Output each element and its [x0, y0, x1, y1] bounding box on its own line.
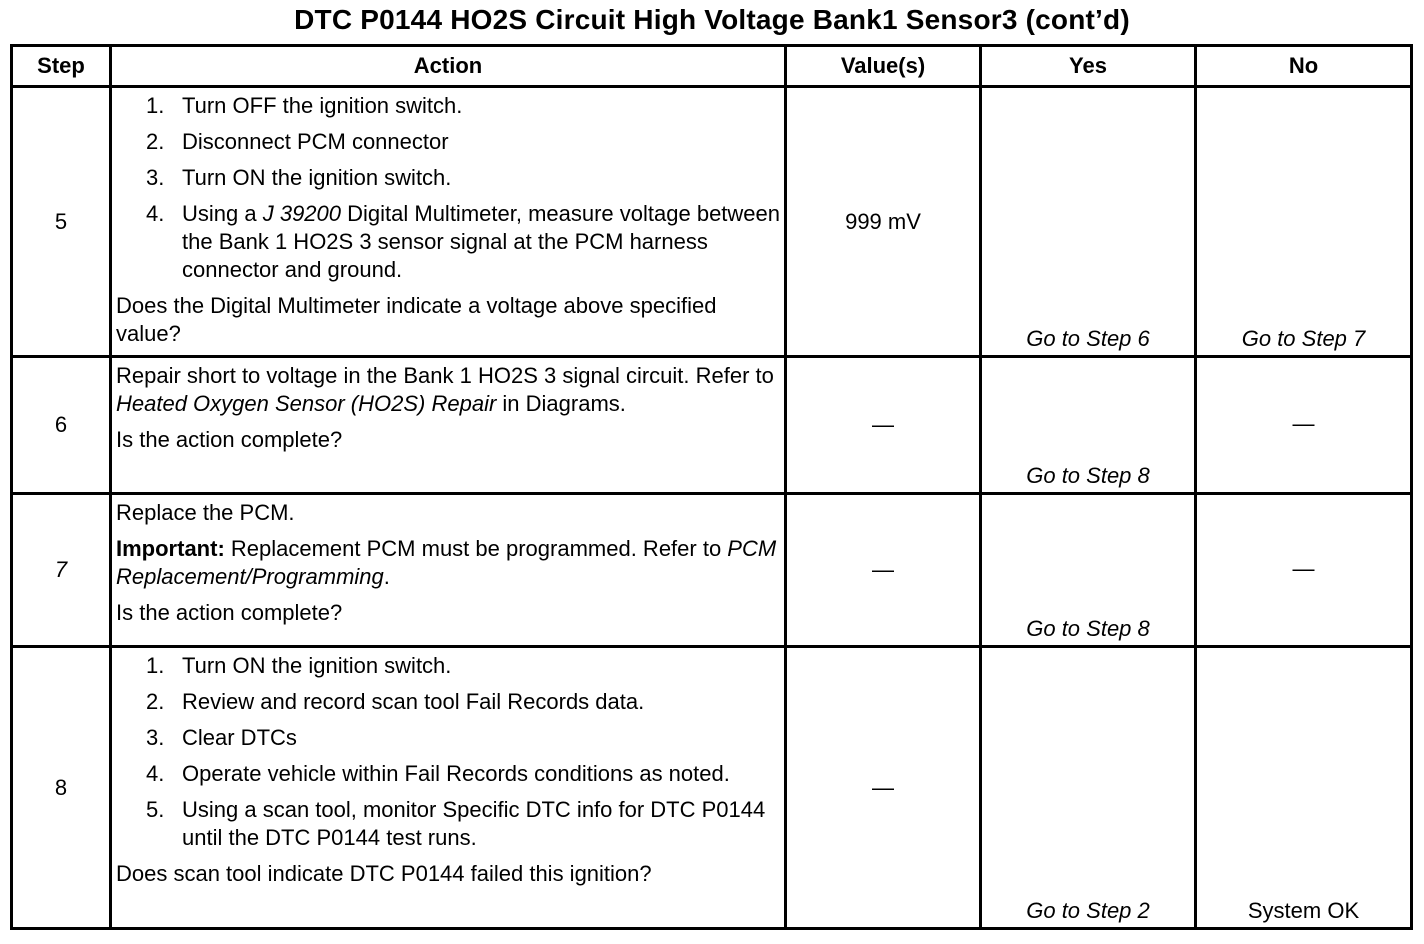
header-row [12, 46, 1412, 87]
list-item: 5. Using a scan tool, monitor Specific DTC info for DTC P0144 until the DTC P0144 test runs. [146, 797, 766, 850]
action-cell [111, 494, 786, 647]
action-steps [116, 652, 780, 852]
header-yes: Yes [981, 46, 1196, 87]
list-item: 2. Disconnect PCM connector [146, 129, 449, 154]
table-row [12, 87, 1412, 357]
header-step: Step [12, 46, 111, 87]
action-cell [111, 357, 786, 494]
yes-cell: Go to Step 8 [981, 357, 1196, 494]
list-item: 1. Turn ON the ignition switch. [146, 653, 452, 678]
action-steps [116, 92, 780, 284]
no-cell: — [1196, 494, 1412, 647]
list-item: 4. Using a J 39200 Digital Multimeter, measure voltage between the Bank 1 HO2S 3 sensor signal at the PCM harness connector and ground. [146, 201, 781, 282]
step-number: 6 [12, 357, 111, 494]
action-cell [111, 647, 786, 929]
list-item: 1. Turn OFF the ignition switch. [146, 93, 463, 118]
action-text: Repair short to voltage in the Bank 1 HO2S 3 signal circuit. Refer to Heated Oxygen Sensor (HO2S) Repair in Diagrams. [116, 363, 774, 416]
step-number: 5 [12, 87, 111, 357]
table-row [12, 647, 1412, 929]
header-action: Action [111, 46, 786, 87]
step-number: 8 [12, 647, 111, 929]
list-item: 2. Review and record scan tool Fail Records data. [146, 689, 645, 714]
important-note: Important: Replacement PCM must be programmed. Refer to PCM Replacement/Programming. [116, 536, 777, 589]
list-item: 4. Operate vehicle within Fail Records conditions as noted. [146, 761, 730, 786]
action-text: Replace the PCM. [116, 500, 295, 525]
action-question: Does the Digital Multimeter indicate a voltage above specified value? [116, 293, 717, 346]
header-values: Value(s) [786, 46, 981, 87]
value-cell: — [786, 647, 981, 929]
list-item: 3. Turn ON the ignition switch. [146, 165, 452, 190]
action-question: Is the action complete? [116, 600, 343, 625]
yes-cell: Go to Step 6 [981, 87, 1196, 357]
list-item: 3. Clear DTCs [146, 725, 297, 750]
no-cell: — [1196, 357, 1412, 494]
header-no: No [1196, 46, 1412, 87]
yes-cell: Go to Step 8 [981, 494, 1196, 647]
step-number: 7 [12, 494, 111, 647]
no-cell: System OK [1196, 647, 1412, 929]
value-cell: — [786, 357, 981, 494]
value-cell: 999 mV [786, 87, 981, 357]
no-cell: Go to Step 7 [1196, 87, 1412, 357]
action-cell [111, 87, 786, 357]
value-cell: — [786, 494, 981, 647]
table-row [12, 494, 1412, 647]
action-question: Does scan tool indicate DTC P0144 failed this ignition? [116, 861, 652, 886]
table-row [12, 357, 1412, 494]
action-question: Is the action complete? [116, 427, 343, 452]
yes-cell: Go to Step 2 [981, 647, 1196, 929]
page-title: DTC P0144 HO2S Circuit High Voltage Bank1 Sensor3 (cont’d) [294, 4, 1130, 35]
diagnostic-table [10, 44, 1413, 930]
